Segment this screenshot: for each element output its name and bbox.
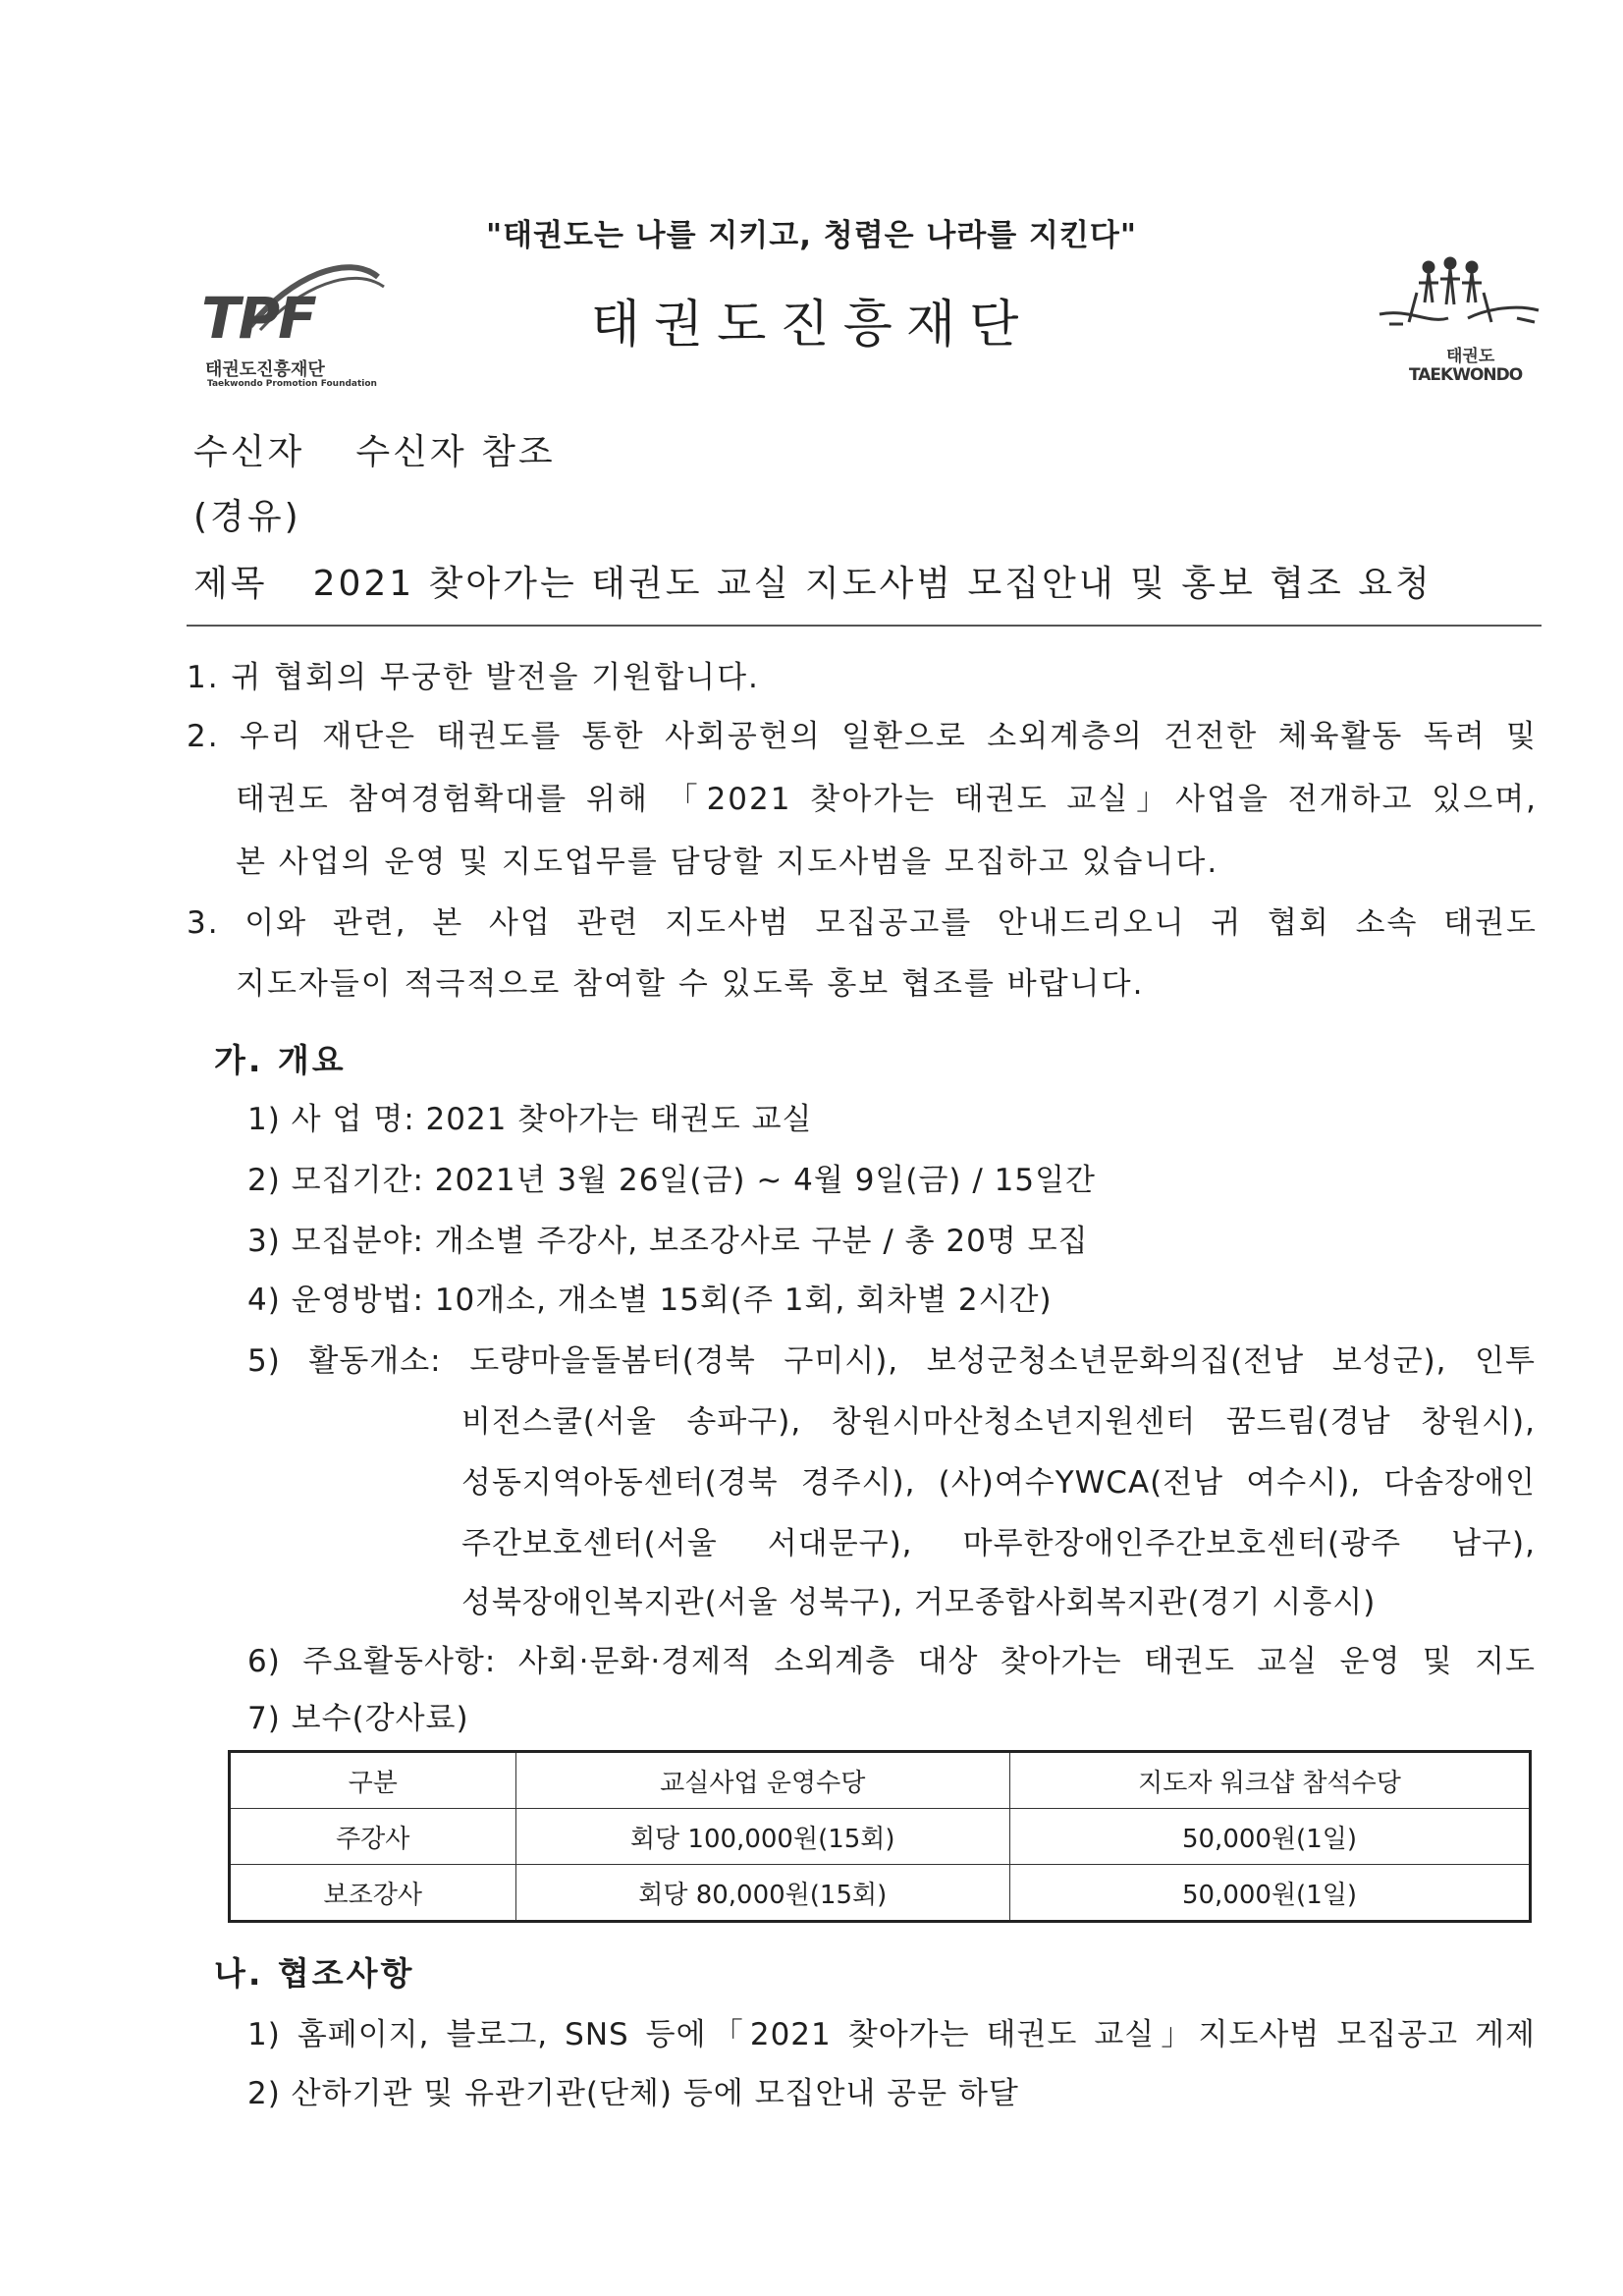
org-title: 태권도진흥재단 [590, 296, 1033, 355]
table-header: 지도자 워크샵 참석수당 [1010, 1752, 1531, 1809]
sites-continued: 주간보호센터(서울 서대문구), 마루한장애인주간보호센터(광주 남구), [461, 1526, 1536, 1561]
overview-item: 4) 운영방법: 10개소, 개소별 15회(주 1회, 회차별 2시간) [247, 1283, 1053, 1318]
table-cell: 회당 80,000원(15회) [515, 1865, 1010, 1922]
slogan: "태권도는 나를 지키고, 청렴은 나라를 지킨다" [485, 218, 1138, 253]
paragraph-2-line-1: 2. 우리 재단은 태권도를 통한 사회공헌의 일환으로 소외계층의 건전한 체육활동 독려 및 [187, 719, 1538, 754]
logo-mark: TPF [201, 285, 315, 352]
overview-item: 1) 사 업 명: 2021 찾아가는 태권도 교실 [247, 1102, 813, 1137]
overview-item: 7) 보수(강사료) [247, 1701, 469, 1736]
sites-continued: 성동지역아동센터(경북 경주시), (사)여수YWCA(전남 여수시), 다솜장애인 [461, 1465, 1536, 1501]
sites-continued: 성북장애인복지관(서울 성북구), 거모종합사회복지관(경기 시흥시) [461, 1585, 1377, 1620]
overview-heading: 가. 개요 [214, 1041, 347, 1079]
overview-item: 5) 활동개소: 도량마을돌봄터(경북 구미시), 보성군청소년문화의집(전남 보성군), 인투 [247, 1343, 1536, 1379]
logo-name-en: TAEKWONDO [1409, 365, 1523, 385]
paragraph-3-line-1: 3. 이와 관련, 본 사업 관련 지도사범 모집공고를 안내드리오니 귀 협회 소속 태권도 [187, 905, 1538, 941]
table-cell: 50,000원(1일) [1010, 1865, 1531, 1922]
subject-row [193, 556, 1433, 606]
recipient-value: 수신자 참조 [355, 432, 556, 472]
paragraph-1: 1. 귀 협회의 무궁한 발전을 기원합니다. [187, 660, 760, 695]
paragraph-3-line-2: 지도자들이 적극적으로 참여할 수 있도록 홍보 협조를 바랍니다. [236, 966, 1145, 1002]
via-label: (경유) [193, 497, 301, 537]
table-header-row [230, 1752, 1531, 1809]
overview-item: 3) 모집분야: 개소별 주강사, 보조강사로 구분 / 총 20명 모집 [247, 1224, 1089, 1259]
taekwondo-logo [1370, 253, 1546, 401]
subject-value: 2021 찾아가는 태권도 교실 지도사범 모집안내 및 홍보 협조 요청 [312, 564, 1433, 604]
sites-continued: 비전스쿨(서울 송파구), 창원시마산청소년지원센터 꿈드림(경남 창원시), [461, 1404, 1536, 1440]
table-cell: 회당 100,000원(15회) [515, 1809, 1010, 1865]
cooperation-item: 2) 산하기관 및 유관기관(단체) 등에 모집안내 공문 하달 [247, 2076, 1019, 2111]
overview-item: 6) 주요활동사항: 사회·문화·경제적 소외계층 대상 찾아가는 태권도 교실 운영 및 지도 [247, 1644, 1536, 1679]
recipient-row [193, 424, 556, 474]
header-divider [187, 625, 1542, 627]
recipient-label: 수신자 [193, 432, 305, 472]
table-row [230, 1865, 1531, 1922]
table-header: 교실사업 운영수당 [515, 1752, 1010, 1809]
cooperation-item: 1) 홈페이지, 블로그, SNS 등에「2021 찾아가는 태권도 교실」지도사범 모집공고 게제 [247, 2017, 1536, 2052]
logo-name-en: Taekwondo Promotion Foundation [207, 379, 377, 389]
table-cell: 보조강사 [230, 1865, 516, 1922]
paragraph-2-line-3: 본 사업의 운영 및 지도업무를 담당할 지도사범을 모집하고 있습니다. [236, 845, 1219, 880]
subject-label: 제목 [193, 564, 268, 604]
table-cell: 50,000원(1일) [1010, 1809, 1531, 1865]
pay-table [228, 1750, 1532, 1923]
table-cell: 주강사 [230, 1809, 516, 1865]
logo-name-ko: 태권도진흥재단 [205, 359, 325, 380]
logo-name-ko: 태권도 [1446, 347, 1495, 366]
paragraph-2-line-2: 태권도 참여경험확대를 위해 「2021 찾아가는 태권도 교실」사업을 전개하고 있으며, [236, 782, 1538, 817]
table-row [230, 1809, 1531, 1865]
via-row [193, 489, 301, 539]
cooperation-heading: 나. 협조사항 [214, 1954, 415, 1993]
table-header: 구분 [230, 1752, 516, 1809]
figures-icon [1370, 253, 1546, 347]
overview-item: 2) 모집기간: 2021년 3월 26일(금) ~ 4월 9일(금) / 15일간 [247, 1163, 1096, 1198]
